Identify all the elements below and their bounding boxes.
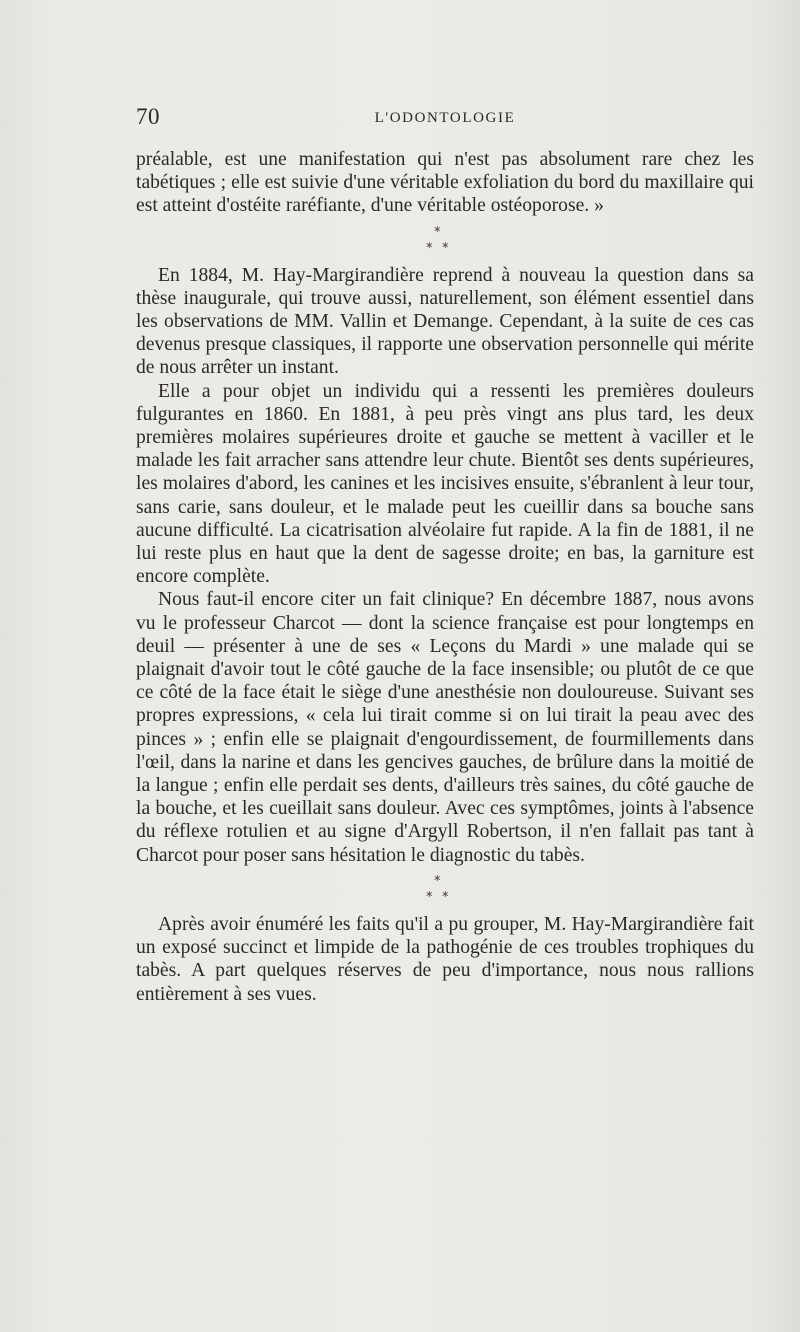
paragraph-conclusion: Après avoir énuméré les faits qu'il a pu grouper, M. Hay-Margirandière fait un exposé succinct et limpide de la pathogénie de ces troubles trophiques du tabès. A part quelques réserves de peu d'importance, nous nous rallions entièrement à ses vues.: [136, 913, 754, 1005]
body-text: [136, 148, 754, 1006]
asterisk-icon: *: [434, 224, 441, 240]
asterisk-icon: *: [426, 889, 433, 905]
section-break-asterism: [419, 867, 459, 913]
paragraph-hay-margirandiere: En 1884, M. Hay-Margirandière reprend à nouveau la question dans sa thèse inaugurale, qui trouve aussi, naturellement, son élément essentiel dans les observations de MM. Vallin et Demange. Cependant, à la suite de ces cas devenus presque classiques, il rapporte une observation personnelle qui mérite de nous arrêter un instant.: [136, 264, 754, 379]
paragraph-continued: préalable, est une manifestation qui n'est pas absolument rare chez les tabétiques ; elle est suivie d'une véritable exfoliation du bord du maxillaire qui est atteint d'ostéite raréfiante, d'une véritable ostéoporose. »: [136, 149, 754, 217]
running-head: [136, 104, 754, 134]
paragraph-observation: Elle a pour objet un individu qui a ressenti les premières douleurs fulgurantes en 1860. En 1881, à peu près vingt ans plus tard, les deux premières molaires supérieures droite et gauche se mettent à vaciller et le malade les fait arracher sans attendre leur chute. Bientôt ses dents supérieures, les molaires d'abord, les canines et les incisives ensuite, s'ébranlent à leur tour, sans carie, sans douleur, et le malade peut les cueillir dans sa bouche sans aucune difficulté. La cicatrisation alvéolaire fut rapide. A la fin de 1881, il ne lui reste plus en haut que la dent de sagesse droite; en bas, la garniture est encore complète.: [136, 380, 754, 588]
asterisk-icon: *: [442, 240, 449, 256]
page-number: 70: [136, 104, 160, 129]
asterisk-icon: *: [442, 889, 449, 905]
asterisk-icon: *: [426, 240, 433, 256]
section-break-asterism: [419, 218, 459, 264]
paragraph-charcot: Nous faut-il encore citer un fait clinique? En décembre 1887, nous avons vu le professeur Charcot — dont la science française est pour longtemps en deuil — présenter à une de ses « Leçons du Mardi » une malade qui se plaignait d'avoir tout le côté gauche de la face insensible; ou plutôt de ce que ce côté de la face était le siège d'une anesthésie non douloureuse. Suivant ses propres expressions, « cela lui tirait comme si on lui tirait la peau avec des pinces » ; enfin elle se plaignait d'engourdissement, de fourmillements dans l'œil, dans la narine et dans les gencives gauches, de brûlure dans la moitié de la langue ; enfin elle perdait ses dents, d'ailleurs très saines, du côté gauche de la bouche, et les cueillait sans douleur. Avec ces symptômes, joints à l'absence du réflexe rotulien et au signe d'Argyll Robertson, il n'en fallait pas tant à Charcot pour poser sans hésitation le diagnostic du tabès.: [136, 589, 754, 866]
journal-title: L'ODONTOLOGIE: [374, 110, 516, 126]
asterisk-icon: *: [434, 873, 441, 889]
